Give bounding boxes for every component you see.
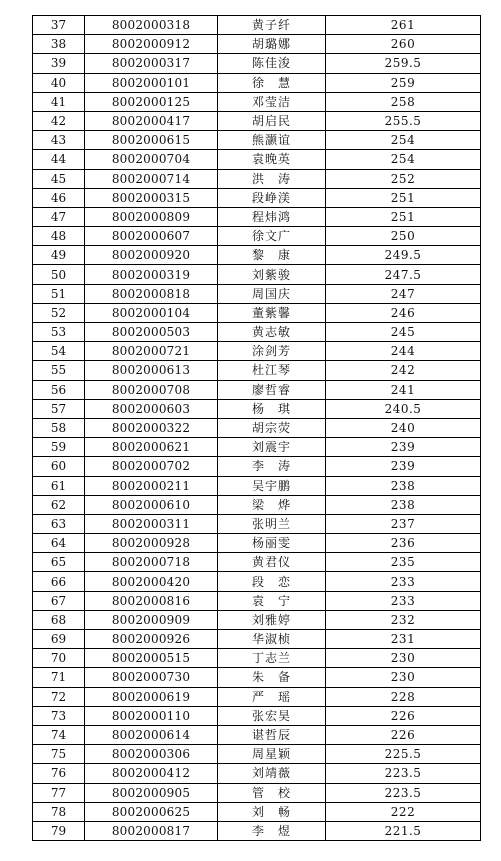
exam-id-cell: 8002000319 bbox=[85, 265, 218, 284]
name-cell: 吴宇鹏 bbox=[218, 476, 326, 495]
rank-cell: 57 bbox=[33, 399, 85, 418]
exam-id-cell: 8002000704 bbox=[85, 150, 218, 169]
score-cell: 233 bbox=[326, 591, 481, 610]
table-row bbox=[33, 764, 481, 783]
score-cell: 226 bbox=[326, 725, 481, 744]
exam-id-cell: 8002000101 bbox=[85, 73, 218, 92]
exam-id-cell: 8002000125 bbox=[85, 92, 218, 111]
rank-cell: 65 bbox=[33, 553, 85, 572]
table-row bbox=[33, 323, 481, 342]
score-cell: 239 bbox=[326, 438, 481, 457]
table-row bbox=[33, 54, 481, 73]
table-row bbox=[33, 380, 481, 399]
score-cell: 223.5 bbox=[326, 783, 481, 802]
exam-id-cell: 8002000420 bbox=[85, 572, 218, 591]
name-cell: 胡宗荧 bbox=[218, 418, 326, 437]
name-cell: 张明兰 bbox=[218, 514, 326, 533]
rank-cell: 69 bbox=[33, 630, 85, 649]
score-cell: 226 bbox=[326, 706, 481, 725]
name-cell: 程炜鸿 bbox=[218, 207, 326, 226]
score-cell: 232 bbox=[326, 610, 481, 629]
name-cell: 涂剑芳 bbox=[218, 342, 326, 361]
score-cell: 231 bbox=[326, 630, 481, 649]
exam-id-cell: 8002000615 bbox=[85, 131, 218, 150]
score-cell: 230 bbox=[326, 649, 481, 668]
rank-cell: 60 bbox=[33, 457, 85, 476]
name-cell: 徐 慧 bbox=[218, 73, 326, 92]
exam-id-cell: 8002000909 bbox=[85, 610, 218, 629]
rank-cell: 79 bbox=[33, 821, 85, 840]
name-cell: 廖哲睿 bbox=[218, 380, 326, 399]
score-table-body bbox=[33, 16, 481, 841]
score-cell: 238 bbox=[326, 476, 481, 495]
table-row bbox=[33, 630, 481, 649]
table-row bbox=[33, 35, 481, 54]
table-row bbox=[33, 649, 481, 668]
table-row bbox=[33, 111, 481, 130]
score-cell: 261 bbox=[326, 16, 481, 35]
name-cell: 李 涛 bbox=[218, 457, 326, 476]
score-cell: 251 bbox=[326, 188, 481, 207]
table-row bbox=[33, 591, 481, 610]
name-cell: 陈佳浚 bbox=[218, 54, 326, 73]
exam-id-cell: 8002000730 bbox=[85, 668, 218, 687]
rank-cell: 51 bbox=[33, 284, 85, 303]
table-row bbox=[33, 342, 481, 361]
exam-id-cell: 8002000816 bbox=[85, 591, 218, 610]
exam-id-cell: 8002000317 bbox=[85, 54, 218, 73]
exam-id-cell: 8002000318 bbox=[85, 16, 218, 35]
score-cell: 254 bbox=[326, 131, 481, 150]
exam-id-cell: 8002000315 bbox=[85, 188, 218, 207]
table-row bbox=[33, 399, 481, 418]
rank-cell: 41 bbox=[33, 92, 85, 111]
exam-id-cell: 8002000603 bbox=[85, 399, 218, 418]
score-cell: 235 bbox=[326, 553, 481, 572]
exam-id-cell: 8002000515 bbox=[85, 649, 218, 668]
name-cell: 洪 涛 bbox=[218, 169, 326, 188]
exam-id-cell: 8002000912 bbox=[85, 35, 218, 54]
name-cell: 谌哲辰 bbox=[218, 725, 326, 744]
rank-cell: 63 bbox=[33, 514, 85, 533]
score-cell: 241 bbox=[326, 380, 481, 399]
rank-cell: 39 bbox=[33, 54, 85, 73]
rank-cell: 54 bbox=[33, 342, 85, 361]
name-cell: 胡璐娜 bbox=[218, 35, 326, 54]
table-row bbox=[33, 706, 481, 725]
rank-cell: 52 bbox=[33, 303, 85, 322]
exam-id-cell: 8002000926 bbox=[85, 630, 218, 649]
table-row bbox=[33, 131, 481, 150]
rank-cell: 61 bbox=[33, 476, 85, 495]
name-cell: 张宏昊 bbox=[218, 706, 326, 725]
rank-cell: 70 bbox=[33, 649, 85, 668]
table-row bbox=[33, 610, 481, 629]
rank-cell: 76 bbox=[33, 764, 85, 783]
name-cell: 邓莹洁 bbox=[218, 92, 326, 111]
rank-cell: 56 bbox=[33, 380, 85, 399]
rank-cell: 71 bbox=[33, 668, 85, 687]
table-row bbox=[33, 745, 481, 764]
name-cell: 刘靖薇 bbox=[218, 764, 326, 783]
score-cell: 223.5 bbox=[326, 764, 481, 783]
table-row bbox=[33, 514, 481, 533]
name-cell: 段峥渼 bbox=[218, 188, 326, 207]
table-row bbox=[33, 16, 481, 35]
score-cell: 225.5 bbox=[326, 745, 481, 764]
exam-id-cell: 8002000928 bbox=[85, 534, 218, 553]
rank-cell: 43 bbox=[33, 131, 85, 150]
table-row bbox=[33, 802, 481, 821]
rank-cell: 47 bbox=[33, 207, 85, 226]
table-row bbox=[33, 534, 481, 553]
table-row bbox=[33, 553, 481, 572]
exam-id-cell: 8002000721 bbox=[85, 342, 218, 361]
score-cell: 245 bbox=[326, 323, 481, 342]
table-row bbox=[33, 361, 481, 380]
rank-cell: 50 bbox=[33, 265, 85, 284]
score-cell: 238 bbox=[326, 495, 481, 514]
name-cell: 袁 宁 bbox=[218, 591, 326, 610]
exam-id-cell: 8002000610 bbox=[85, 495, 218, 514]
score-cell: 254 bbox=[326, 150, 481, 169]
exam-id-cell: 8002000306 bbox=[85, 745, 218, 764]
rank-cell: 55 bbox=[33, 361, 85, 380]
exam-id-cell: 8002000311 bbox=[85, 514, 218, 533]
table-row bbox=[33, 725, 481, 744]
name-cell: 徐文广 bbox=[218, 227, 326, 246]
table-row bbox=[33, 495, 481, 514]
exam-id-cell: 8002000607 bbox=[85, 227, 218, 246]
score-cell: 240.5 bbox=[326, 399, 481, 418]
name-cell: 丁志兰 bbox=[218, 649, 326, 668]
rank-cell: 64 bbox=[33, 534, 85, 553]
rank-cell: 37 bbox=[33, 16, 85, 35]
rank-cell: 62 bbox=[33, 495, 85, 514]
name-cell: 袁晚英 bbox=[218, 150, 326, 169]
name-cell: 杨丽雯 bbox=[218, 534, 326, 553]
table-row bbox=[33, 418, 481, 437]
name-cell: 刘雅婷 bbox=[218, 610, 326, 629]
name-cell: 胡启民 bbox=[218, 111, 326, 130]
rank-cell: 44 bbox=[33, 150, 85, 169]
exam-id-cell: 8002000104 bbox=[85, 303, 218, 322]
exam-id-cell: 8002000503 bbox=[85, 323, 218, 342]
table-row bbox=[33, 188, 481, 207]
table-row bbox=[33, 73, 481, 92]
rank-cell: 67 bbox=[33, 591, 85, 610]
name-cell: 周国庆 bbox=[218, 284, 326, 303]
name-cell: 李 煜 bbox=[218, 821, 326, 840]
exam-id-cell: 8002000817 bbox=[85, 821, 218, 840]
name-cell: 刘震宇 bbox=[218, 438, 326, 457]
exam-id-cell: 8002000625 bbox=[85, 802, 218, 821]
exam-id-cell: 8002000702 bbox=[85, 457, 218, 476]
rank-cell: 75 bbox=[33, 745, 85, 764]
name-cell: 董紫馨 bbox=[218, 303, 326, 322]
rank-cell: 66 bbox=[33, 572, 85, 591]
name-cell: 黄志敏 bbox=[218, 323, 326, 342]
table-row bbox=[33, 265, 481, 284]
rank-cell: 68 bbox=[33, 610, 85, 629]
score-cell: 237 bbox=[326, 514, 481, 533]
score-cell: 228 bbox=[326, 687, 481, 706]
table-row bbox=[33, 687, 481, 706]
exam-id-cell: 8002000905 bbox=[85, 783, 218, 802]
rank-cell: 78 bbox=[33, 802, 85, 821]
exam-id-cell: 8002000322 bbox=[85, 418, 218, 437]
name-cell: 黄君仪 bbox=[218, 553, 326, 572]
rank-cell: 45 bbox=[33, 169, 85, 188]
name-cell: 朱 备 bbox=[218, 668, 326, 687]
name-cell: 段 恋 bbox=[218, 572, 326, 591]
score-cell: 233 bbox=[326, 572, 481, 591]
exam-id-cell: 8002000818 bbox=[85, 284, 218, 303]
rank-cell: 48 bbox=[33, 227, 85, 246]
score-cell: 255.5 bbox=[326, 111, 481, 130]
score-cell: 259 bbox=[326, 73, 481, 92]
rank-cell: 38 bbox=[33, 35, 85, 54]
rank-cell: 72 bbox=[33, 687, 85, 706]
table-row bbox=[33, 572, 481, 591]
score-cell: 249.5 bbox=[326, 246, 481, 265]
score-cell: 251 bbox=[326, 207, 481, 226]
name-cell: 严 瑶 bbox=[218, 687, 326, 706]
rank-cell: 49 bbox=[33, 246, 85, 265]
table-row bbox=[33, 246, 481, 265]
score-cell: 258 bbox=[326, 92, 481, 111]
name-cell: 杜江琴 bbox=[218, 361, 326, 380]
exam-id-cell: 8002000619 bbox=[85, 687, 218, 706]
exam-id-cell: 8002000809 bbox=[85, 207, 218, 226]
rank-cell: 59 bbox=[33, 438, 85, 457]
rank-cell: 74 bbox=[33, 725, 85, 744]
score-cell: 222 bbox=[326, 802, 481, 821]
exam-id-cell: 8002000614 bbox=[85, 725, 218, 744]
exam-id-cell: 8002000412 bbox=[85, 764, 218, 783]
score-cell: 221.5 bbox=[326, 821, 481, 840]
table-row bbox=[33, 227, 481, 246]
rank-cell: 53 bbox=[33, 323, 85, 342]
table-row bbox=[33, 284, 481, 303]
score-cell: 260 bbox=[326, 35, 481, 54]
exam-id-cell: 8002000110 bbox=[85, 706, 218, 725]
name-cell: 黎 康 bbox=[218, 246, 326, 265]
rank-cell: 46 bbox=[33, 188, 85, 207]
score-cell: 244 bbox=[326, 342, 481, 361]
name-cell: 刘 畅 bbox=[218, 802, 326, 821]
table-row bbox=[33, 668, 481, 687]
name-cell: 梁 烨 bbox=[218, 495, 326, 514]
name-cell: 黄子纤 bbox=[218, 16, 326, 35]
score-cell: 236 bbox=[326, 534, 481, 553]
score-cell: 259.5 bbox=[326, 54, 481, 73]
rank-cell: 73 bbox=[33, 706, 85, 725]
name-cell: 华淑桢 bbox=[218, 630, 326, 649]
table-row bbox=[33, 207, 481, 226]
exam-id-cell: 8002000714 bbox=[85, 169, 218, 188]
table-row bbox=[33, 476, 481, 495]
score-cell: 230 bbox=[326, 668, 481, 687]
score-cell: 247 bbox=[326, 284, 481, 303]
name-cell: 刘紫骏 bbox=[218, 265, 326, 284]
exam-id-cell: 8002000417 bbox=[85, 111, 218, 130]
rank-cell: 40 bbox=[33, 73, 85, 92]
rank-cell: 77 bbox=[33, 783, 85, 802]
exam-id-cell: 8002000920 bbox=[85, 246, 218, 265]
exam-id-cell: 8002000708 bbox=[85, 380, 218, 399]
table-row bbox=[33, 457, 481, 476]
table-row bbox=[33, 438, 481, 457]
exam-id-cell: 8002000621 bbox=[85, 438, 218, 457]
name-cell: 杨 琪 bbox=[218, 399, 326, 418]
name-cell: 周星颖 bbox=[218, 745, 326, 764]
score-cell: 250 bbox=[326, 227, 481, 246]
score-cell: 239 bbox=[326, 457, 481, 476]
score-cell: 240 bbox=[326, 418, 481, 437]
table-row bbox=[33, 92, 481, 111]
table-row bbox=[33, 303, 481, 322]
name-cell: 管 校 bbox=[218, 783, 326, 802]
rank-cell: 58 bbox=[33, 418, 85, 437]
score-cell: 252 bbox=[326, 169, 481, 188]
exam-id-cell: 8002000211 bbox=[85, 476, 218, 495]
table-row bbox=[33, 169, 481, 188]
score-cell: 246 bbox=[326, 303, 481, 322]
rank-cell: 42 bbox=[33, 111, 85, 130]
name-cell: 熊灏谊 bbox=[218, 131, 326, 150]
exam-id-cell: 8002000613 bbox=[85, 361, 218, 380]
score-cell: 247.5 bbox=[326, 265, 481, 284]
table-row bbox=[33, 150, 481, 169]
exam-id-cell: 8002000718 bbox=[85, 553, 218, 572]
table-row bbox=[33, 783, 481, 802]
table-row bbox=[33, 821, 481, 840]
score-table bbox=[32, 15, 481, 841]
score-cell: 242 bbox=[326, 361, 481, 380]
